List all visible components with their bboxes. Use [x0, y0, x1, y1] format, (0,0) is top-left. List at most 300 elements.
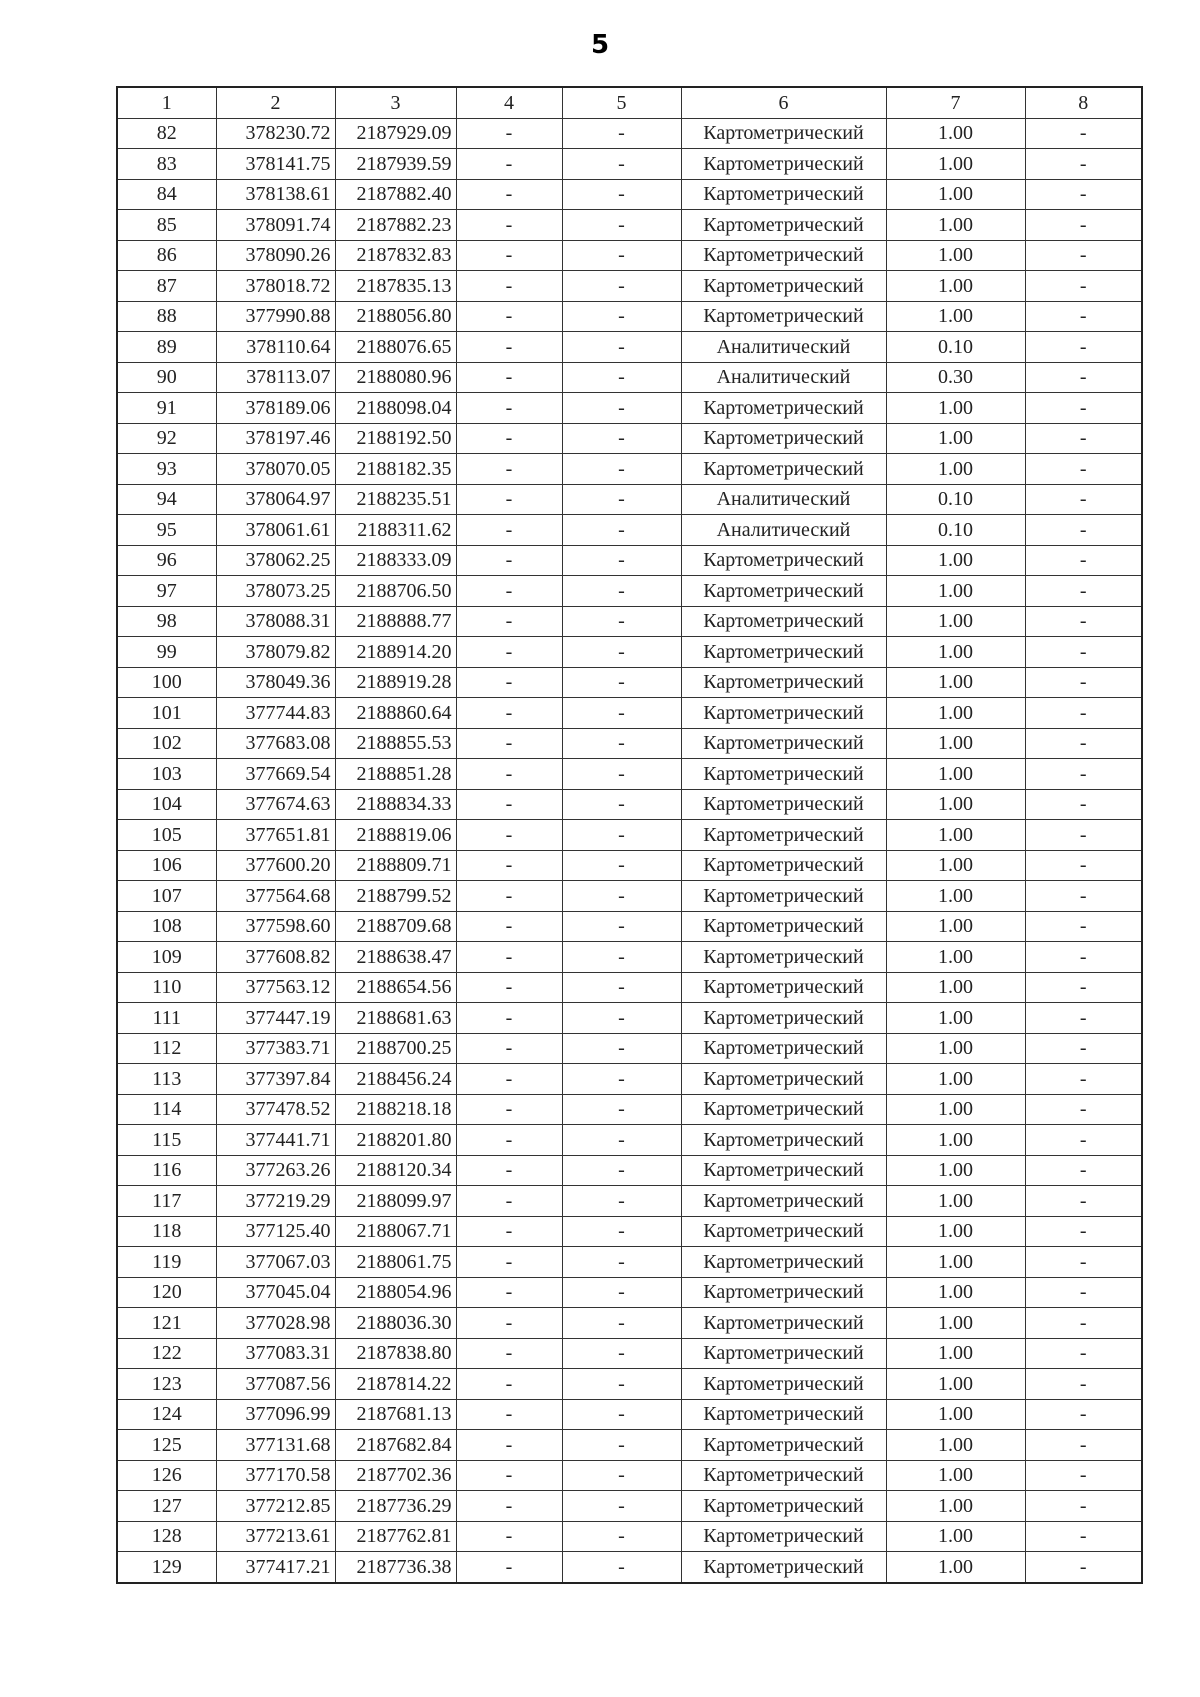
x-coordinate-cell: 378073.25 — [216, 576, 335, 607]
col8-cell: - — [1025, 1460, 1142, 1491]
col8-cell: - — [1025, 637, 1142, 668]
method-cell: Картометрический — [681, 911, 886, 942]
point-number-cell: 84 — [117, 179, 216, 210]
table-row — [117, 576, 1142, 607]
accuracy-cell: 1.00 — [886, 759, 1025, 790]
col8-cell: - — [1025, 1186, 1142, 1217]
col4-cell: - — [456, 240, 562, 271]
col4-cell: - — [456, 545, 562, 576]
y-coordinate-cell: 2188120.34 — [335, 1155, 456, 1186]
point-number-cell: 96 — [117, 545, 216, 576]
table-row — [117, 1125, 1142, 1156]
method-cell: Картометрический — [681, 1094, 886, 1125]
col8-cell: - — [1025, 545, 1142, 576]
column-header: 1 — [117, 87, 216, 118]
col8-cell: - — [1025, 362, 1142, 393]
method-cell: Аналитический — [681, 362, 886, 393]
point-number-cell: 125 — [117, 1430, 216, 1461]
col8-cell: - — [1025, 1064, 1142, 1095]
col5-cell: - — [562, 1003, 681, 1034]
method-cell: Аналитический — [681, 332, 886, 363]
table-row — [117, 850, 1142, 881]
y-coordinate-cell: 2188192.50 — [335, 423, 456, 454]
method-cell: Картометрический — [681, 240, 886, 271]
table-row — [117, 881, 1142, 912]
accuracy-cell: 1.00 — [886, 1003, 1025, 1034]
col4-cell: - — [456, 698, 562, 729]
col8-cell: - — [1025, 1399, 1142, 1430]
x-coordinate-cell: 377213.61 — [216, 1521, 335, 1552]
method-cell: Картометрический — [681, 1247, 886, 1278]
col4-cell: - — [456, 1003, 562, 1034]
col4-cell: - — [456, 667, 562, 698]
method-cell: Картометрический — [681, 667, 886, 698]
col8-cell: - — [1025, 1125, 1142, 1156]
x-coordinate-cell: 378090.26 — [216, 240, 335, 271]
point-number-cell: 126 — [117, 1460, 216, 1491]
col5-cell: - — [562, 1460, 681, 1491]
table-row — [117, 789, 1142, 820]
table-row — [117, 667, 1142, 698]
col8-cell: - — [1025, 1338, 1142, 1369]
table-row — [117, 149, 1142, 180]
table-row — [117, 698, 1142, 729]
col4-cell: - — [456, 118, 562, 149]
col4-cell: - — [456, 1155, 562, 1186]
y-coordinate-cell: 2188098.04 — [335, 393, 456, 424]
table-row — [117, 972, 1142, 1003]
col8-cell: - — [1025, 1277, 1142, 1308]
point-number-cell: 118 — [117, 1216, 216, 1247]
accuracy-cell: 1.00 — [886, 1552, 1025, 1583]
method-cell: Картометрический — [681, 820, 886, 851]
accuracy-cell: 1.00 — [886, 1125, 1025, 1156]
table-row — [117, 1338, 1142, 1369]
accuracy-cell: 1.00 — [886, 210, 1025, 241]
point-number-cell: 110 — [117, 972, 216, 1003]
point-number-cell: 128 — [117, 1521, 216, 1552]
col5-cell: - — [562, 1125, 681, 1156]
accuracy-cell: 1.00 — [886, 1186, 1025, 1217]
table-row — [117, 606, 1142, 637]
col5-cell: - — [562, 1216, 681, 1247]
col4-cell: - — [456, 332, 562, 363]
point-number-cell: 102 — [117, 728, 216, 759]
col8-cell: - — [1025, 759, 1142, 790]
x-coordinate-cell: 378079.82 — [216, 637, 335, 668]
col5-cell: - — [562, 1094, 681, 1125]
table-row — [117, 1430, 1142, 1461]
table-row — [117, 362, 1142, 393]
table-row — [117, 1521, 1142, 1552]
col4-cell: - — [456, 362, 562, 393]
accuracy-cell: 1.00 — [886, 1155, 1025, 1186]
table-header-row — [117, 87, 1142, 118]
accuracy-cell: 1.00 — [886, 1460, 1025, 1491]
col5-cell: - — [562, 454, 681, 485]
col5-cell: - — [562, 1186, 681, 1217]
col8-cell: - — [1025, 942, 1142, 973]
col4-cell: - — [456, 1186, 562, 1217]
y-coordinate-cell: 2188834.33 — [335, 789, 456, 820]
point-number-cell: 89 — [117, 332, 216, 363]
y-coordinate-cell: 2188054.96 — [335, 1277, 456, 1308]
point-number-cell: 83 — [117, 149, 216, 180]
accuracy-cell: 1.00 — [886, 789, 1025, 820]
x-coordinate-cell: 378138.61 — [216, 179, 335, 210]
col5-cell: - — [562, 850, 681, 881]
table-row — [117, 1399, 1142, 1430]
col5-cell: - — [562, 1064, 681, 1095]
x-coordinate-cell: 377170.58 — [216, 1460, 335, 1491]
col4-cell: - — [456, 759, 562, 790]
col5-cell: - — [562, 149, 681, 180]
table-row — [117, 759, 1142, 790]
y-coordinate-cell: 2188919.28 — [335, 667, 456, 698]
method-cell: Картометрический — [681, 1155, 886, 1186]
col4-cell: - — [456, 1491, 562, 1522]
table-row — [117, 545, 1142, 576]
col8-cell: - — [1025, 1003, 1142, 1034]
accuracy-cell: 1.00 — [886, 179, 1025, 210]
accuracy-cell: 1.00 — [886, 881, 1025, 912]
col4-cell: - — [456, 484, 562, 515]
col4-cell: - — [456, 1125, 562, 1156]
method-cell: Картометрический — [681, 1430, 886, 1461]
x-coordinate-cell: 378230.72 — [216, 118, 335, 149]
accuracy-cell: 1.00 — [886, 1033, 1025, 1064]
col4-cell: - — [456, 911, 562, 942]
table-row — [117, 942, 1142, 973]
table-row — [117, 1552, 1142, 1583]
col4-cell: - — [456, 1247, 562, 1278]
table-row — [117, 1094, 1142, 1125]
col4-cell: - — [456, 1033, 562, 1064]
accuracy-cell: 1.00 — [886, 820, 1025, 851]
accuracy-cell: 0.10 — [886, 332, 1025, 363]
method-cell: Картометрический — [681, 179, 886, 210]
col8-cell: - — [1025, 667, 1142, 698]
x-coordinate-cell: 378110.64 — [216, 332, 335, 363]
x-coordinate-cell: 377563.12 — [216, 972, 335, 1003]
table-row — [117, 454, 1142, 485]
point-number-cell: 119 — [117, 1247, 216, 1278]
x-coordinate-cell: 377441.71 — [216, 1125, 335, 1156]
method-cell: Картометрический — [681, 698, 886, 729]
col4-cell: - — [456, 423, 562, 454]
point-number-cell: 85 — [117, 210, 216, 241]
col4-cell: - — [456, 454, 562, 485]
x-coordinate-cell: 377651.81 — [216, 820, 335, 851]
point-number-cell: 97 — [117, 576, 216, 607]
x-coordinate-cell: 377067.03 — [216, 1247, 335, 1278]
col8-cell: - — [1025, 1369, 1142, 1400]
x-coordinate-cell: 378061.61 — [216, 515, 335, 546]
col4-cell: - — [456, 1399, 562, 1430]
method-cell: Картометрический — [681, 210, 886, 241]
y-coordinate-cell: 2188700.25 — [335, 1033, 456, 1064]
col8-cell: - — [1025, 1155, 1142, 1186]
x-coordinate-cell: 377212.85 — [216, 1491, 335, 1522]
accuracy-cell: 1.00 — [886, 1430, 1025, 1461]
col4-cell: - — [456, 149, 562, 180]
table-row — [117, 1155, 1142, 1186]
method-cell: Картометрический — [681, 942, 886, 973]
method-cell: Аналитический — [681, 484, 886, 515]
method-cell: Картометрический — [681, 637, 886, 668]
y-coordinate-cell: 2188819.06 — [335, 820, 456, 851]
y-coordinate-cell: 2188333.09 — [335, 545, 456, 576]
col8-cell: - — [1025, 1247, 1142, 1278]
y-coordinate-cell: 2188888.77 — [335, 606, 456, 637]
y-coordinate-cell: 2188851.28 — [335, 759, 456, 790]
column-header: 4 — [456, 87, 562, 118]
col5-cell: - — [562, 637, 681, 668]
table-row — [117, 118, 1142, 149]
table-row — [117, 1460, 1142, 1491]
x-coordinate-cell: 377083.31 — [216, 1338, 335, 1369]
coordinates-table — [116, 86, 1143, 1584]
accuracy-cell: 1.00 — [886, 1399, 1025, 1430]
method-cell: Картометрический — [681, 1186, 886, 1217]
table-row — [117, 301, 1142, 332]
col4-cell: - — [456, 942, 562, 973]
col8-cell: - — [1025, 393, 1142, 424]
table-row — [117, 1033, 1142, 1064]
col8-cell: - — [1025, 301, 1142, 332]
accuracy-cell: 1.00 — [886, 271, 1025, 302]
table-row — [117, 1491, 1142, 1522]
col8-cell: - — [1025, 1491, 1142, 1522]
accuracy-cell: 1.00 — [886, 1491, 1025, 1522]
accuracy-cell: 1.00 — [886, 1094, 1025, 1125]
col5-cell: - — [562, 1277, 681, 1308]
col8-cell: - — [1025, 240, 1142, 271]
point-number-cell: 92 — [117, 423, 216, 454]
col8-cell: - — [1025, 179, 1142, 210]
col4-cell: - — [456, 393, 562, 424]
col5-cell: - — [562, 1399, 681, 1430]
method-cell: Картометрический — [681, 728, 886, 759]
point-number-cell: 86 — [117, 240, 216, 271]
table-row — [117, 393, 1142, 424]
x-coordinate-cell: 377263.26 — [216, 1155, 335, 1186]
table-body — [117, 118, 1142, 1583]
col4-cell: - — [456, 1094, 562, 1125]
page-number: 5 — [590, 30, 610, 60]
col4-cell: - — [456, 1064, 562, 1095]
x-coordinate-cell: 377600.20 — [216, 850, 335, 881]
method-cell: Картометрический — [681, 301, 886, 332]
y-coordinate-cell: 2188218.18 — [335, 1094, 456, 1125]
point-number-cell: 100 — [117, 667, 216, 698]
column-header: 3 — [335, 87, 456, 118]
table-row — [117, 1308, 1142, 1339]
column-header: 7 — [886, 87, 1025, 118]
y-coordinate-cell: 2187882.40 — [335, 179, 456, 210]
y-coordinate-cell: 2187939.59 — [335, 149, 456, 180]
col5-cell: - — [562, 911, 681, 942]
col5-cell: - — [562, 1521, 681, 1552]
point-number-cell: 103 — [117, 759, 216, 790]
col4-cell: - — [456, 576, 562, 607]
accuracy-cell: 1.00 — [886, 1338, 1025, 1369]
x-coordinate-cell: 378141.75 — [216, 149, 335, 180]
table-row — [117, 423, 1142, 454]
col5-cell: - — [562, 545, 681, 576]
y-coordinate-cell: 2188076.65 — [335, 332, 456, 363]
y-coordinate-cell: 2188099.97 — [335, 1186, 456, 1217]
x-coordinate-cell: 377744.83 — [216, 698, 335, 729]
table-row — [117, 179, 1142, 210]
y-coordinate-cell: 2187838.80 — [335, 1338, 456, 1369]
col5-cell: - — [562, 423, 681, 454]
accuracy-cell: 1.00 — [886, 972, 1025, 1003]
table-row — [117, 911, 1142, 942]
point-number-cell: 116 — [117, 1155, 216, 1186]
accuracy-cell: 1.00 — [886, 454, 1025, 485]
col5-cell: - — [562, 606, 681, 637]
accuracy-cell: 0.10 — [886, 484, 1025, 515]
method-cell: Картометрический — [681, 271, 886, 302]
col8-cell: - — [1025, 1094, 1142, 1125]
method-cell: Картометрический — [681, 1369, 886, 1400]
x-coordinate-cell: 377417.21 — [216, 1552, 335, 1583]
point-number-cell: 93 — [117, 454, 216, 485]
x-coordinate-cell: 377383.71 — [216, 1033, 335, 1064]
col8-cell: - — [1025, 911, 1142, 942]
point-number-cell: 112 — [117, 1033, 216, 1064]
y-coordinate-cell: 2188182.35 — [335, 454, 456, 485]
col5-cell: - — [562, 1033, 681, 1064]
method-cell: Картометрический — [681, 1491, 886, 1522]
column-header: 5 — [562, 87, 681, 118]
y-coordinate-cell: 2188855.53 — [335, 728, 456, 759]
col5-cell: - — [562, 301, 681, 332]
col4-cell: - — [456, 1369, 562, 1400]
x-coordinate-cell: 377564.68 — [216, 881, 335, 912]
x-coordinate-cell: 377125.40 — [216, 1216, 335, 1247]
column-header: 2 — [216, 87, 335, 118]
x-coordinate-cell: 377478.52 — [216, 1094, 335, 1125]
y-coordinate-cell: 2188201.80 — [335, 1125, 456, 1156]
point-number-cell: 91 — [117, 393, 216, 424]
method-cell: Картометрический — [681, 1216, 886, 1247]
table-row — [117, 820, 1142, 851]
x-coordinate-cell: 377131.68 — [216, 1430, 335, 1461]
col8-cell: - — [1025, 484, 1142, 515]
col8-cell: - — [1025, 789, 1142, 820]
x-coordinate-cell: 377683.08 — [216, 728, 335, 759]
method-cell: Картометрический — [681, 545, 886, 576]
accuracy-cell: 1.00 — [886, 911, 1025, 942]
col4-cell: - — [456, 179, 562, 210]
y-coordinate-cell: 2188235.51 — [335, 484, 456, 515]
table-row — [117, 1003, 1142, 1034]
point-number-cell: 104 — [117, 789, 216, 820]
y-coordinate-cell: 2187814.22 — [335, 1369, 456, 1400]
table-row — [117, 1277, 1142, 1308]
y-coordinate-cell: 2187835.13 — [335, 271, 456, 302]
y-coordinate-cell: 2187762.81 — [335, 1521, 456, 1552]
y-coordinate-cell: 2187682.84 — [335, 1430, 456, 1461]
x-coordinate-cell: 377219.29 — [216, 1186, 335, 1217]
col5-cell: - — [562, 332, 681, 363]
col8-cell: - — [1025, 454, 1142, 485]
method-cell: Картометрический — [681, 576, 886, 607]
y-coordinate-cell: 2188706.50 — [335, 576, 456, 607]
col4-cell: - — [456, 1277, 562, 1308]
y-coordinate-cell: 2188914.20 — [335, 637, 456, 668]
col8-cell: - — [1025, 1521, 1142, 1552]
x-coordinate-cell: 377990.88 — [216, 301, 335, 332]
point-number-cell: 99 — [117, 637, 216, 668]
y-coordinate-cell: 2188067.71 — [335, 1216, 456, 1247]
y-coordinate-cell: 2187929.09 — [335, 118, 456, 149]
table-row — [117, 332, 1142, 363]
table-row — [117, 484, 1142, 515]
col4-cell: - — [456, 850, 562, 881]
col4-cell: - — [456, 1338, 562, 1369]
table-row — [117, 515, 1142, 546]
col5-cell: - — [562, 118, 681, 149]
col5-cell: - — [562, 942, 681, 973]
col5-cell: - — [562, 1369, 681, 1400]
x-coordinate-cell: 378070.05 — [216, 454, 335, 485]
point-number-cell: 111 — [117, 1003, 216, 1034]
table-row — [117, 240, 1142, 271]
x-coordinate-cell: 378062.25 — [216, 545, 335, 576]
column-header: 8 — [1025, 87, 1142, 118]
x-coordinate-cell: 377598.60 — [216, 911, 335, 942]
y-coordinate-cell: 2188809.71 — [335, 850, 456, 881]
x-coordinate-cell: 377096.99 — [216, 1399, 335, 1430]
col5-cell: - — [562, 1430, 681, 1461]
point-number-cell: 101 — [117, 698, 216, 729]
x-coordinate-cell: 377608.82 — [216, 942, 335, 973]
method-cell: Картометрический — [681, 118, 886, 149]
col8-cell: - — [1025, 210, 1142, 241]
col5-cell: - — [562, 1491, 681, 1522]
method-cell: Картометрический — [681, 1277, 886, 1308]
col4-cell: - — [456, 1552, 562, 1583]
y-coordinate-cell: 2187681.13 — [335, 1399, 456, 1430]
column-header: 6 — [681, 87, 886, 118]
point-number-cell: 115 — [117, 1125, 216, 1156]
col4-cell: - — [456, 820, 562, 851]
y-coordinate-cell: 2188654.56 — [335, 972, 456, 1003]
table-row — [117, 1247, 1142, 1278]
col5-cell: - — [562, 210, 681, 241]
method-cell: Картометрический — [681, 1308, 886, 1339]
point-number-cell: 98 — [117, 606, 216, 637]
table-row — [117, 210, 1142, 241]
table-row — [117, 271, 1142, 302]
col8-cell: - — [1025, 149, 1142, 180]
accuracy-cell: 1.00 — [886, 393, 1025, 424]
accuracy-cell: 1.00 — [886, 576, 1025, 607]
col5-cell: - — [562, 972, 681, 1003]
method-cell: Картометрический — [681, 881, 886, 912]
col4-cell: - — [456, 972, 562, 1003]
accuracy-cell: 0.30 — [886, 362, 1025, 393]
y-coordinate-cell: 2187702.36 — [335, 1460, 456, 1491]
col5-cell: - — [562, 667, 681, 698]
col5-cell: - — [562, 881, 681, 912]
col4-cell: - — [456, 1460, 562, 1491]
point-number-cell: 121 — [117, 1308, 216, 1339]
accuracy-cell: 1.00 — [886, 667, 1025, 698]
